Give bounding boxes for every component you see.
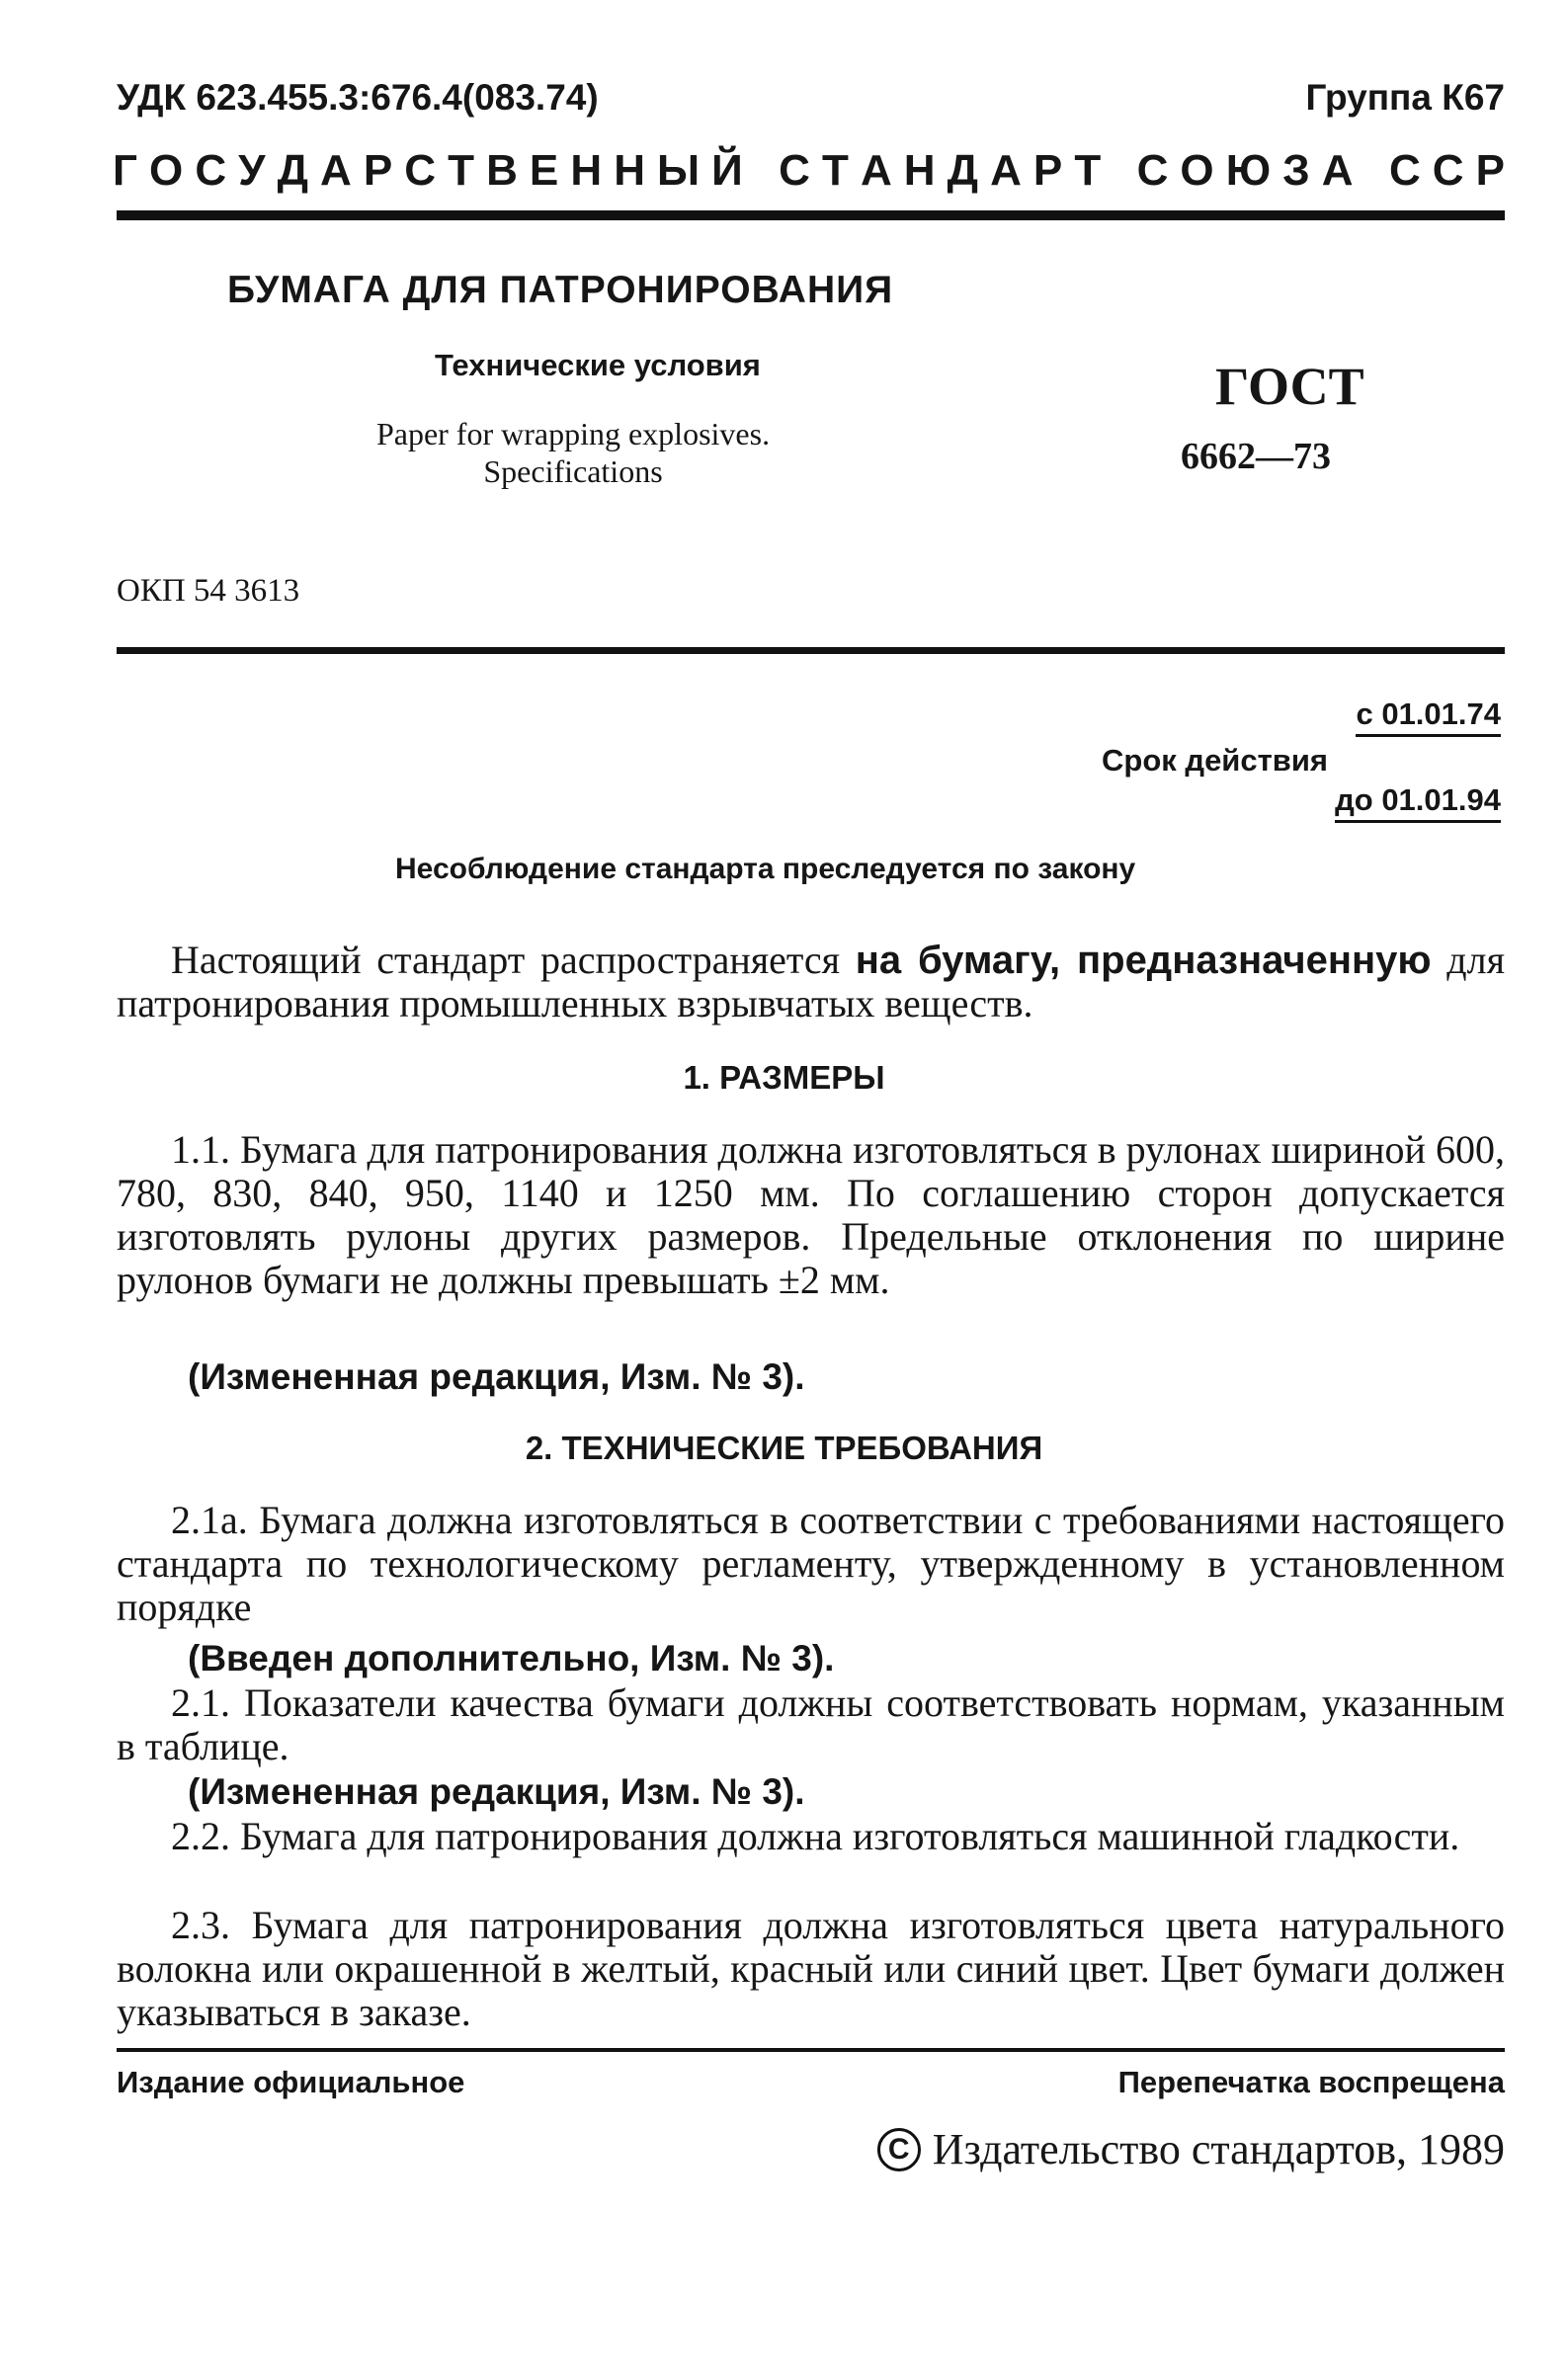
publisher-line (877, 2124, 1505, 2174)
gost-label: ГОСТ (1215, 357, 1364, 416)
okp-code: ОКП 54 3613 (117, 573, 300, 609)
paragraph-2-1: 2.1. Показатели качества бумаги должны соответствовать нормам, указанным в таблице. (117, 1680, 1505, 1768)
legal-notice: Несоблюдение стандарта преследуется по закону (395, 853, 1136, 885)
section-1-heading: 1. РАЗМЕРЫ (683, 1059, 885, 1096)
amendment-note-1-1: (Измененная редакция, Изм. № 3). (188, 1356, 805, 1397)
footer-rule (117, 2048, 1505, 2052)
header-rule (117, 210, 1505, 220)
udk-code: УДК 623.455.3:676.4(083.74) (117, 77, 599, 118)
document-subtitle: Технические условия (435, 348, 761, 382)
validity-until: до 01.01.94 (1335, 782, 1501, 823)
group-code: Группа К67 (1305, 77, 1505, 118)
gost-number: 6662—73 (1181, 436, 1331, 477)
english-title (296, 415, 850, 490)
copyright-icon: С (877, 2128, 921, 2171)
english-title-line-2: Specifications (483, 453, 663, 489)
intro-paragraph (117, 939, 1505, 1025)
intro-text-1: Настоящий стандарт распространяется (171, 938, 856, 982)
amendment-note-2-1a: (Введен дополнительно, Изм. № 3). (188, 1638, 835, 1679)
section-2-heading: 2. ТЕХНИЧЕСКИЕ ТРЕБОВАНИЯ (525, 1430, 1043, 1466)
standard-type-heading: Г О С У Д А Р С Т В Е Н Н Ы Й С Т А Н Д А Р Т С О Ю З А С С Р (113, 146, 1505, 195)
document-title: БУМАГА ДЛЯ ПАТРОНИРОВАНИЯ (227, 269, 894, 311)
paragraph-2-2: 2.2. Бумага для патронирования должна изготовляться машинной гладкости. (171, 1814, 1460, 1858)
intro-text-bold: на бумагу, предназначенную (855, 939, 1432, 982)
english-title-line-1: Paper for wrapping explosives. (375, 416, 771, 451)
paragraph-2-1a: 2.1а. Бумага должна изготовляться в соответствии с требованиями настоящего стандарта по технологическому регламенту, утвержденному в установленном порядке (117, 1498, 1505, 1629)
intro-text-2: для патронирования промышленных взрывчатых веществ. (117, 938, 1506, 1025)
reprint-notice: Перепечатка воспрещена (1117, 2065, 1505, 2099)
paragraph-2-3: 2.3. Бумага для патронирования должна изготовляться цвета натурального волокна или окрашенной в желтый, красный или синий цвет. Цвет бумаги должен указываться в заказе. (117, 1903, 1505, 2034)
edition-label: Издание официальное (117, 2065, 465, 2099)
paragraph-1-1: 1.1. Бумага для патронирования должна изготовляться в рулонах шириной 600, 780, 830, 840, 950, 1140 и 1250 мм. По соглашению сторон допускается изготовлять рулоны других размеров. Предельные отклонения по ширине рулонов бумаги не должны превышать ±2 мм. (117, 1127, 1505, 1302)
amendment-note-2-1: (Измененная редакция, Изм. № 3). (188, 1771, 805, 1812)
title-rule (117, 647, 1505, 654)
publisher-name: Издательство стандартов, 1989 (932, 2125, 1505, 2173)
validity-since: с 01.01.74 (1356, 696, 1501, 737)
validity-label: Срок действия (1102, 743, 1328, 778)
